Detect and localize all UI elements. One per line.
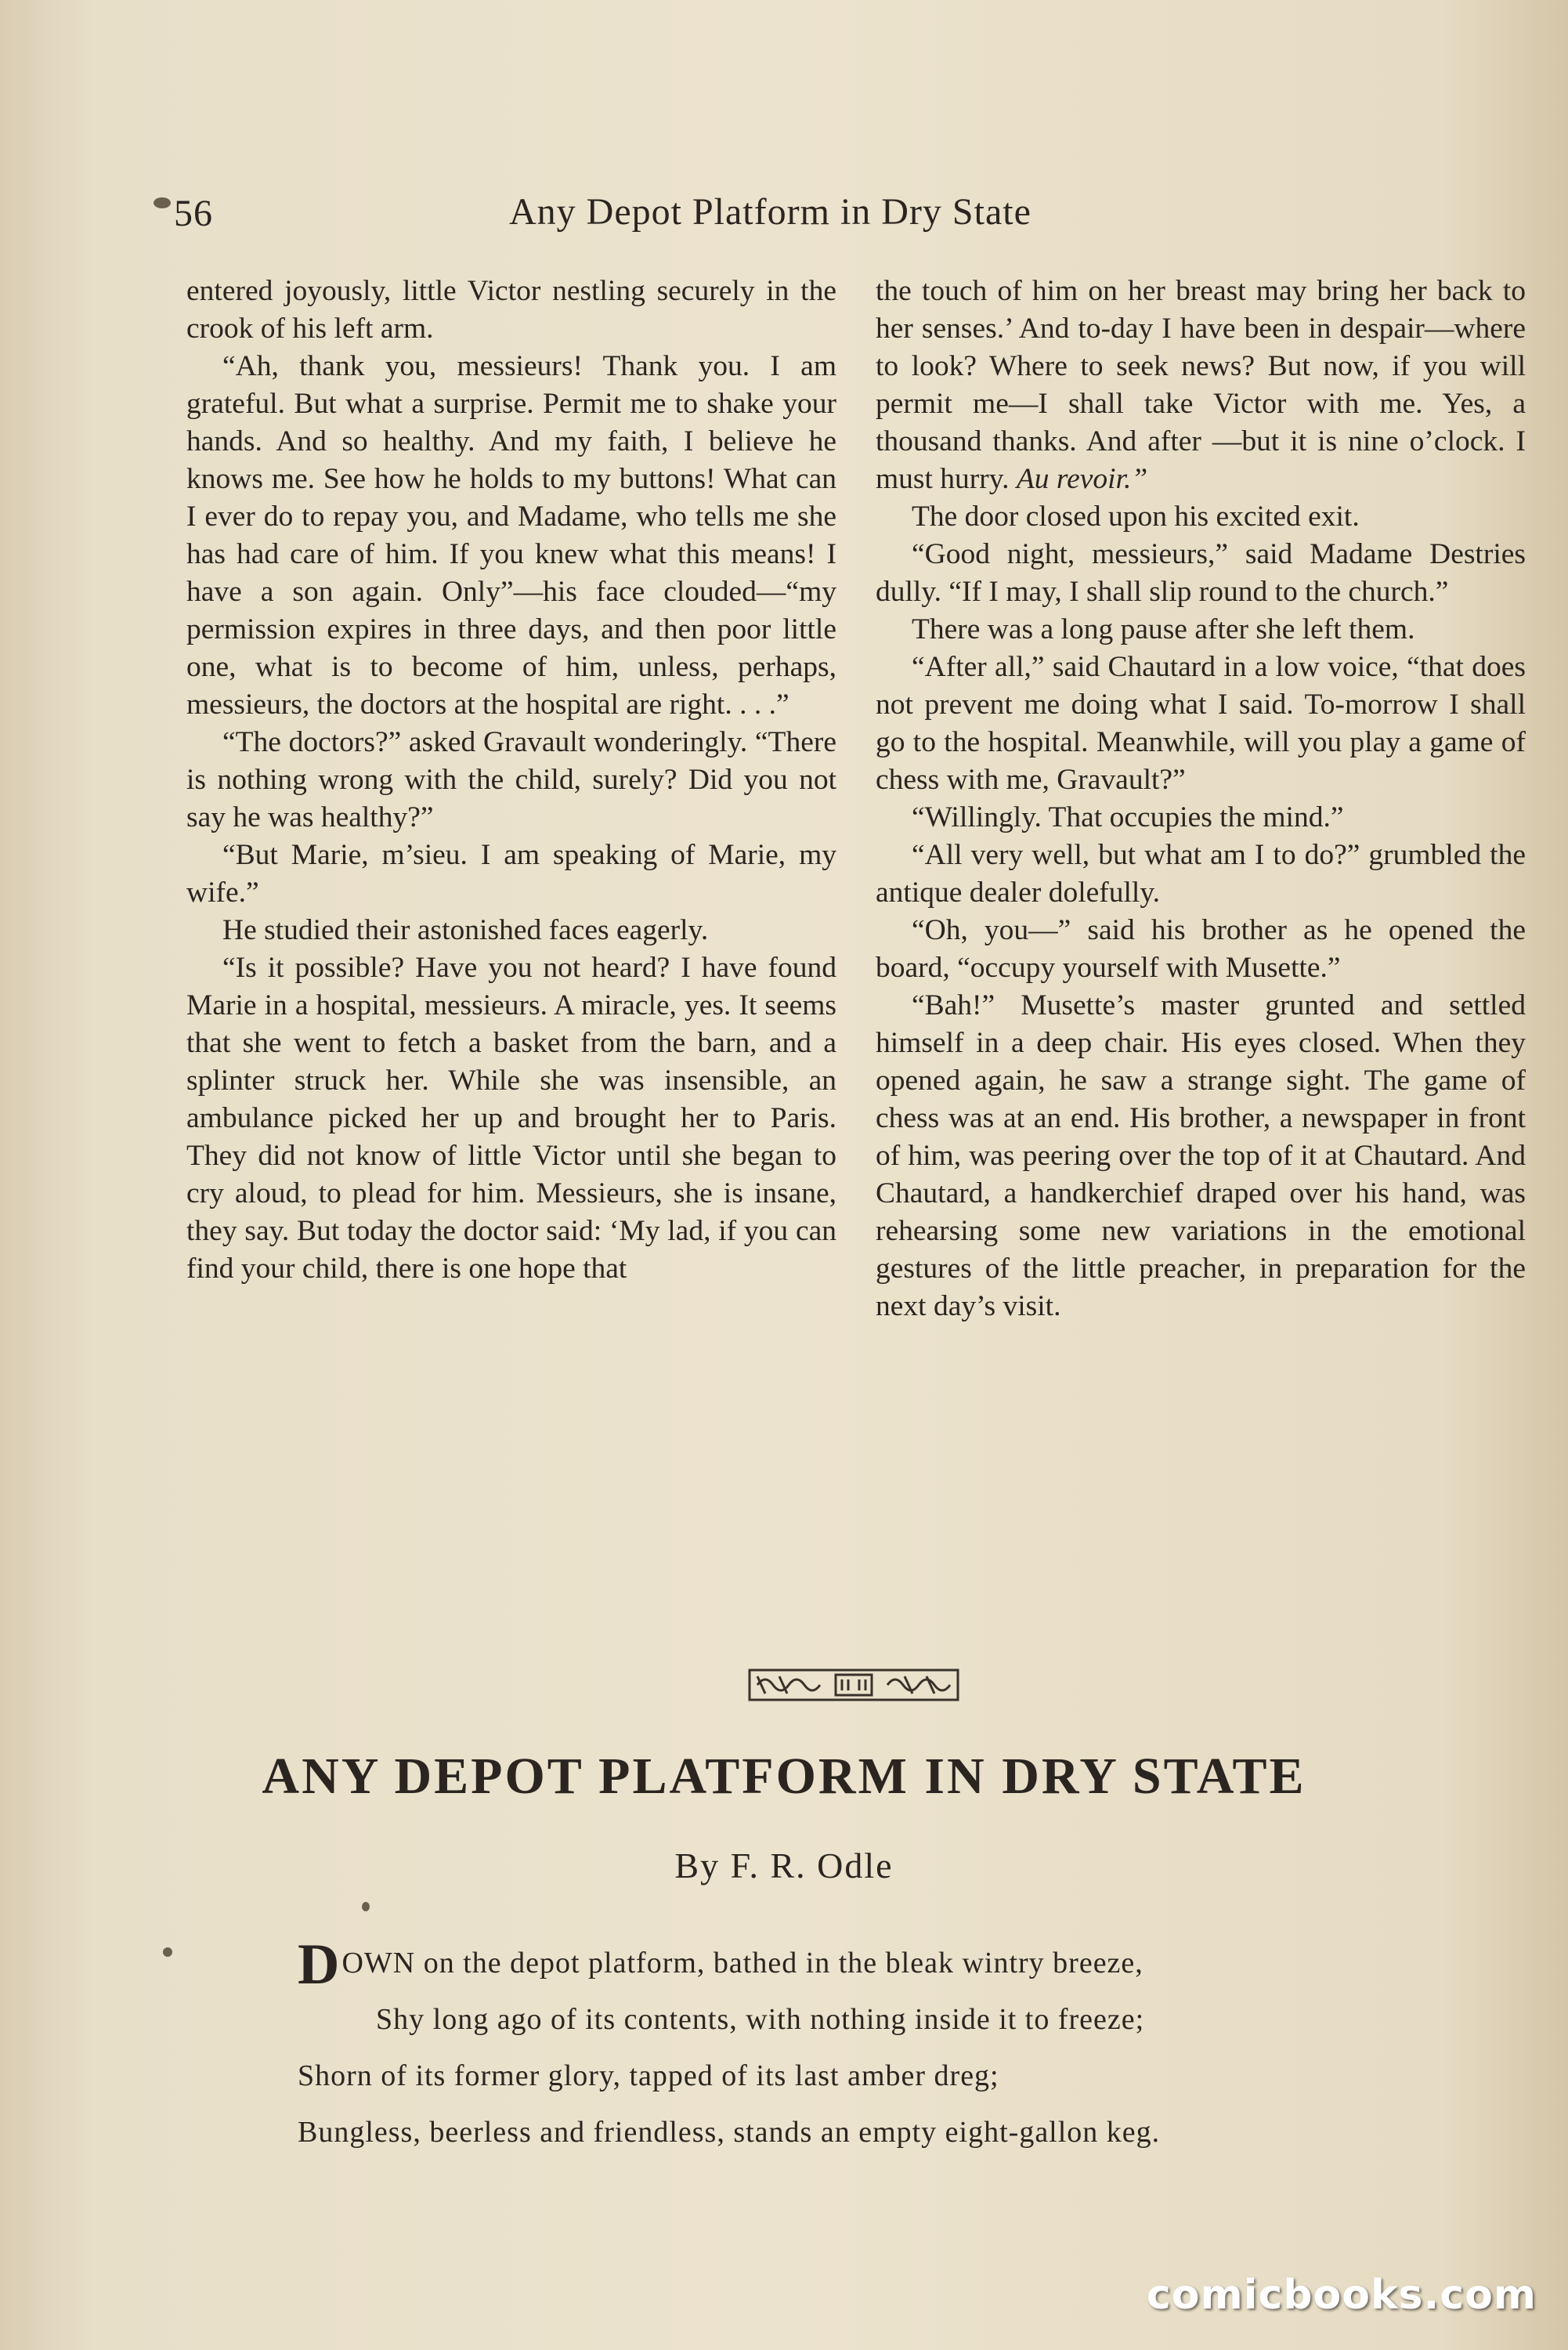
section-divider-ornament bbox=[748, 1667, 959, 1703]
running-head: Any Depot Platform in Dry State bbox=[509, 191, 1031, 233]
poem-line: Shorn of its former glory, tapped of its last amber dreg; bbox=[298, 2059, 999, 2092]
paragraph: He studied their astonished faces eagerly. bbox=[222, 914, 709, 946]
paragraph: entered joyously, little Victor nestling securely in the crook of his left arm. bbox=[186, 275, 836, 345]
ink-speck bbox=[163, 1947, 172, 1957]
poem-title: ANY DEPOT PLATFORM IN DRY STATE bbox=[262, 1748, 1306, 1805]
paragraph: “But Marie, m’sieu. I am speaking of Marie, my wife.” bbox=[186, 839, 836, 909]
drop-cap: D bbox=[298, 1932, 341, 1997]
paragraph: “Bah!” Musette’s master grunted and settled himself in a deep chair. His eyes closed. When they opened again, he saw a strange sight. The game of chess was at an end. His brother, a newspaper in front of him, was peering over the top of it at Chautard. And Chautard, a handkerchief draped over his hand, was rehearsing some new variations in the emotional gestures of the little preacher, in preparation for the next day’s visit. bbox=[876, 989, 1526, 1322]
poem-line: Shy long ago of its contents, with nothing inside it to freeze; bbox=[376, 2003, 1145, 2036]
poem-line bbox=[298, 1932, 1472, 1997]
paragraph: “The doctors?” asked Gravault wonderingly. “There is nothing wrong with the child, surely? Did you not say he was healthy?” bbox=[186, 726, 836, 833]
paragraph-text: the touch of him on her breast may bring her back to her senses.’ And to-day I have been in despair—where to look? Where to seek news? But now, if you will permit me—I shall take Victor with me. Yes, a thousand thanks. And after —but it is nine o’clock. I must hurry. bbox=[876, 275, 1526, 495]
page-number: 56 bbox=[174, 193, 213, 234]
poem bbox=[298, 1932, 1472, 2160]
paragraph: “Ah, thank you, messieurs! Thank you. I am grateful. But what a surprise. Permit me to shake your hands. And so healthy. And my faith, I believe he knows me. See how he holds to my buttons! What can I ever do to repay you, and Madame, who tells me she has had care of him. If you knew what this means! I have a son again. Only”—his face clouded—“my permission expires in three days, and then poor little one, what is to become of him, unless, perhaps, messieurs, the doctors at the hospital are right. . . .” bbox=[186, 350, 836, 721]
paragraph: “Willingly. That occupies the mind.” bbox=[912, 801, 1344, 833]
left-column bbox=[186, 273, 836, 1288]
paragraph: “After all,” said Chautard in a low voice, “that does not prevent me doing what I said. To-morrow I shall go to the hospital. Meanwhile, will you play a game of chess with me, Gravault?” bbox=[876, 651, 1526, 796]
paragraph: “All very well, but what am I to do?” grumbled the antique dealer dolefully. bbox=[876, 839, 1526, 909]
poem-byline: By F. R. Odle bbox=[674, 1846, 894, 1885]
paragraph: The door closed upon his excited exit. bbox=[912, 501, 1360, 533]
paragraph: There was a long pause after she left them. bbox=[912, 613, 1415, 645]
poem-line: Bungless, beerless and friendless, stands an empty eight-gallon keg. bbox=[298, 2116, 1161, 2149]
right-column bbox=[876, 273, 1526, 1325]
ink-speck bbox=[362, 1902, 370, 1911]
ink-speck bbox=[154, 197, 171, 208]
paragraph: “Oh, you—” said his brother as he opened the board, “occupy yourself with Musette.” bbox=[876, 914, 1526, 984]
poem-line-text: OWN on the depot platform, bathed in the bleak wintry breeze, bbox=[341, 1947, 1143, 1979]
italic-farewell: Au revoir.” bbox=[1016, 463, 1148, 495]
paragraph: “Is it possible? Have you not heard? I have found Marie in a hospital, messieurs. A miracle, yes. It seems that she went to fetch a basket from the barn, and a splinter struck her. While she was insensible, an ambulance picked her up and brought her to Paris. They did not know of little Victor until she began to cry aloud, to plead for him. Messieurs, she is insane, they say. But today the doctor said: ‘My lad, if you can find your child, there is one hope that bbox=[186, 952, 836, 1285]
paragraph: “Good night, messieurs,” said Madame Destries dully. “If I may, I shall slip round to the church.” bbox=[876, 538, 1526, 608]
watermark: comicbooks.com bbox=[1146, 2272, 1537, 2319]
paragraph bbox=[876, 273, 1526, 498]
